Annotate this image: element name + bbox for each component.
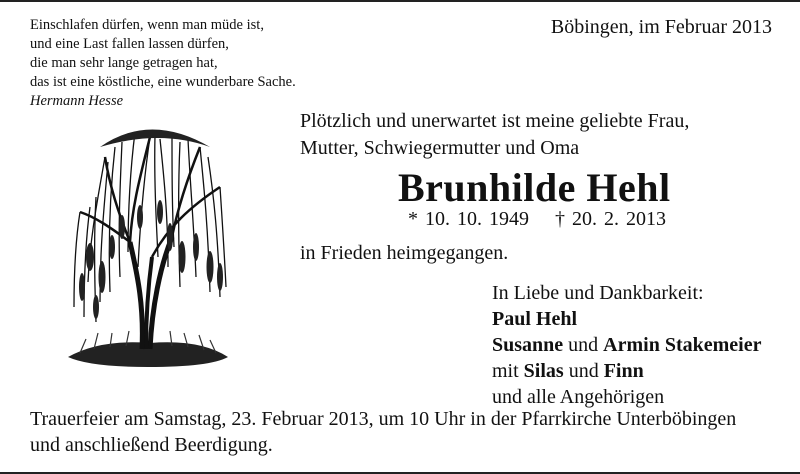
poem-line-2: und eine Last fallen lassen dürfen, <box>30 36 229 52</box>
service-line-1: Trauerfeier am Samstag, 23. Februar 2013, um 10 Uhr in der Pfarrkirche Unterböbingen <box>30 408 737 430</box>
poem-quote <box>30 16 296 111</box>
mourners-heading: In Liebe und Dankbarkeit: <box>492 282 704 304</box>
mourner-daughter: Susanne <box>492 334 564 356</box>
connector-and: und <box>568 360 599 382</box>
intro-line-2: Mutter, Schwiegermutter und Oma <box>300 137 580 159</box>
deceased-name: Brunhilde Hehl <box>398 165 671 210</box>
mourner-son-in-law: Armin Stakemeier <box>603 334 762 356</box>
life-dates <box>408 208 666 231</box>
poem-line-3: die man sehr lange getragen hat, <box>30 55 218 71</box>
connector-and: und <box>568 334 599 356</box>
mourner-grandchild-2: Finn <box>603 360 644 382</box>
intro-line-1: Plötzlich und unerwartet ist meine geliebte Frau, <box>300 110 690 132</box>
weeping-willow-icon <box>60 117 235 372</box>
death-announcement <box>300 108 689 162</box>
place-date: Böbingen, im Februar 2013 <box>550 16 772 38</box>
mourners-relatives: und alle Angehörigen <box>492 386 665 408</box>
poem-line-1: Einschlafen dürfen, wenn man müde ist, <box>30 17 264 33</box>
death-date: † 20. 2. 2013 <box>555 208 666 230</box>
birth-date: * 10. 10. 1949 <box>408 208 529 230</box>
poem-author: Hermann Hesse <box>30 93 124 109</box>
poem-line-4: das ist eine köstliche, eine wunderbare Sache. <box>30 74 296 90</box>
mourner-grandchild-1: Silas <box>523 360 564 382</box>
service-line-2: und anschließend Beerdigung. <box>30 434 273 456</box>
mourner-husband: Paul Hehl <box>492 308 578 330</box>
mourners-list <box>492 280 761 410</box>
connector-with: mit <box>492 360 519 382</box>
passed-away-text: in Frieden heimgegangen. <box>300 242 509 264</box>
funeral-service-info <box>30 406 736 458</box>
